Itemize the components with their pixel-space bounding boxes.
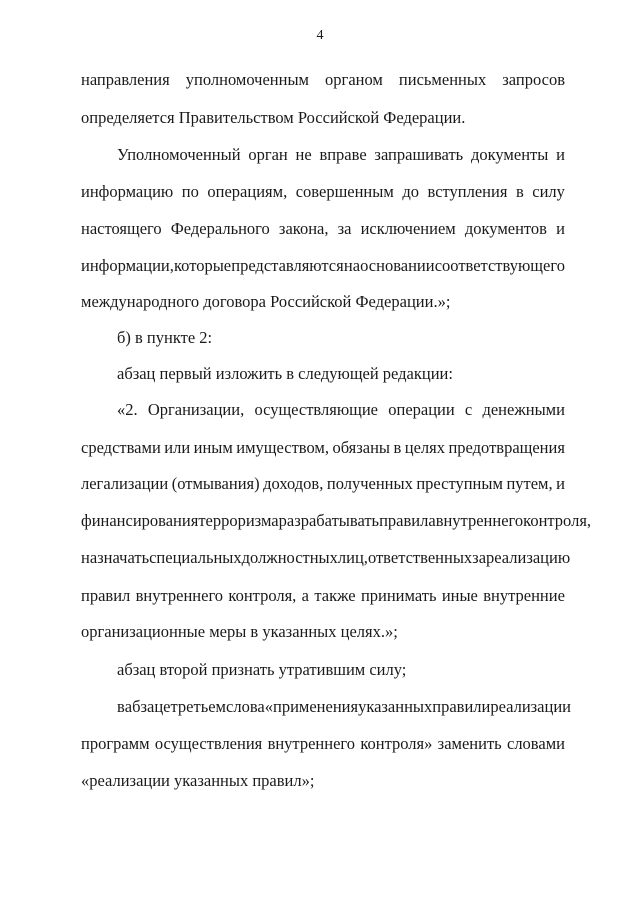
word: правил bbox=[81, 586, 131, 605]
word: органом bbox=[325, 70, 383, 89]
word: информации, bbox=[81, 256, 174, 275]
word: запросов bbox=[502, 70, 565, 89]
word: реализацию bbox=[486, 548, 571, 567]
text-line: организационные меры в указанных целях.»; bbox=[81, 622, 398, 641]
word: программ bbox=[81, 734, 150, 753]
word: абзаце bbox=[124, 697, 171, 716]
word: в bbox=[393, 438, 402, 457]
word: разрабатывать bbox=[278, 511, 380, 530]
word: «2. bbox=[117, 400, 138, 419]
word: ответственных bbox=[367, 548, 473, 567]
word: контроля, bbox=[523, 511, 592, 530]
word: контроля» bbox=[360, 734, 433, 753]
word: целях bbox=[404, 438, 445, 457]
word: по bbox=[181, 182, 199, 201]
text-line bbox=[81, 548, 571, 568]
word: преступным bbox=[416, 474, 503, 493]
text-line bbox=[81, 474, 565, 494]
word: обязаны bbox=[332, 438, 391, 457]
word: а bbox=[301, 586, 309, 605]
word: «применения bbox=[264, 697, 359, 716]
word: средствами bbox=[81, 438, 161, 457]
text-line: «реализации указанных правил»; bbox=[81, 771, 315, 790]
word: исключением bbox=[360, 219, 456, 238]
word: орган bbox=[248, 145, 288, 164]
word: не bbox=[295, 145, 312, 164]
word: предотвращения bbox=[448, 438, 565, 457]
text-line: международного договора Российской Федерации.»; bbox=[81, 292, 451, 311]
word: операции bbox=[388, 400, 455, 419]
word: заменить bbox=[437, 734, 502, 753]
word: иным bbox=[193, 438, 233, 457]
word: запрашивать bbox=[374, 145, 464, 164]
text-line: абзац второй признать утратившим силу; bbox=[117, 660, 407, 679]
word: с bbox=[464, 400, 473, 419]
word: правила bbox=[379, 511, 436, 530]
word: в bbox=[515, 182, 524, 201]
word: иные bbox=[441, 586, 478, 605]
word: за bbox=[472, 548, 487, 567]
word: операциям, bbox=[207, 182, 288, 201]
word: внутреннего bbox=[267, 734, 356, 753]
word: вступления bbox=[427, 182, 508, 201]
text-line: б) в пункте 2: bbox=[117, 328, 213, 347]
word: силу bbox=[532, 182, 565, 201]
word: указанных bbox=[358, 697, 433, 716]
word: за bbox=[337, 219, 352, 238]
word: внутреннего bbox=[135, 586, 224, 605]
word: полученных bbox=[326, 474, 413, 493]
word: легализации bbox=[81, 474, 169, 493]
word: уполномоченным bbox=[185, 70, 309, 89]
word: принимать bbox=[360, 586, 437, 605]
word: имуществом, bbox=[236, 438, 329, 457]
word: путем, bbox=[506, 474, 553, 493]
text-line bbox=[81, 586, 565, 606]
word: (отмывания) bbox=[171, 474, 260, 493]
word: и bbox=[556, 145, 565, 164]
word: внутреннего bbox=[435, 511, 524, 530]
word: и bbox=[556, 219, 565, 238]
word: документов bbox=[464, 219, 547, 238]
word: настоящего bbox=[81, 219, 162, 238]
text-line bbox=[117, 400, 565, 420]
page-number: 4 bbox=[316, 28, 324, 43]
word: до bbox=[402, 182, 419, 201]
word: специальных bbox=[149, 548, 242, 567]
word: и bbox=[481, 697, 491, 716]
text-line: определяется Правительством Российской Федерации. bbox=[81, 108, 466, 127]
word: основании bbox=[360, 256, 435, 275]
word: Организации, bbox=[147, 400, 245, 419]
text-line bbox=[117, 697, 571, 717]
word: представляются bbox=[231, 256, 344, 275]
word: также bbox=[314, 586, 356, 605]
text-line bbox=[81, 734, 565, 754]
text-line bbox=[81, 219, 565, 239]
text-line: абзац первый изложить в следующей редакции: bbox=[117, 364, 453, 383]
word: информацию bbox=[81, 182, 174, 201]
word: правил bbox=[432, 697, 482, 716]
word: внутренние bbox=[483, 586, 565, 605]
text-line bbox=[81, 511, 592, 531]
word: осуществления bbox=[154, 734, 263, 753]
word: или bbox=[164, 438, 191, 457]
text-line bbox=[117, 145, 565, 165]
word: в bbox=[117, 697, 125, 716]
word: слова bbox=[226, 697, 265, 716]
text-line bbox=[81, 438, 565, 458]
word: доходов, bbox=[263, 474, 324, 493]
word: и bbox=[556, 474, 565, 493]
word: совершенным bbox=[295, 182, 394, 201]
word: терроризма bbox=[198, 511, 279, 530]
word: документы bbox=[470, 145, 549, 164]
word: финансирования bbox=[81, 511, 199, 530]
text-line bbox=[81, 182, 565, 202]
word: направления bbox=[81, 70, 170, 89]
word: третьем bbox=[170, 697, 227, 716]
word: которые bbox=[174, 256, 232, 275]
word: письменных bbox=[398, 70, 487, 89]
word: осуществляющие bbox=[254, 400, 379, 419]
word: вправе bbox=[319, 145, 367, 164]
word: денежными bbox=[482, 400, 565, 419]
text-line bbox=[81, 70, 565, 90]
word: Уполномоченный bbox=[117, 145, 241, 164]
word: соответствующего bbox=[434, 256, 565, 275]
word: контроля, bbox=[228, 586, 297, 605]
word: закона, bbox=[278, 219, 329, 238]
word: реализации bbox=[490, 697, 571, 716]
word: назначать bbox=[81, 548, 150, 567]
word: на bbox=[343, 256, 361, 275]
word: Федерального bbox=[170, 219, 270, 238]
word: должностных bbox=[241, 548, 338, 567]
word: словами bbox=[507, 734, 565, 753]
text-line bbox=[81, 256, 565, 276]
word: лиц, bbox=[337, 548, 368, 567]
